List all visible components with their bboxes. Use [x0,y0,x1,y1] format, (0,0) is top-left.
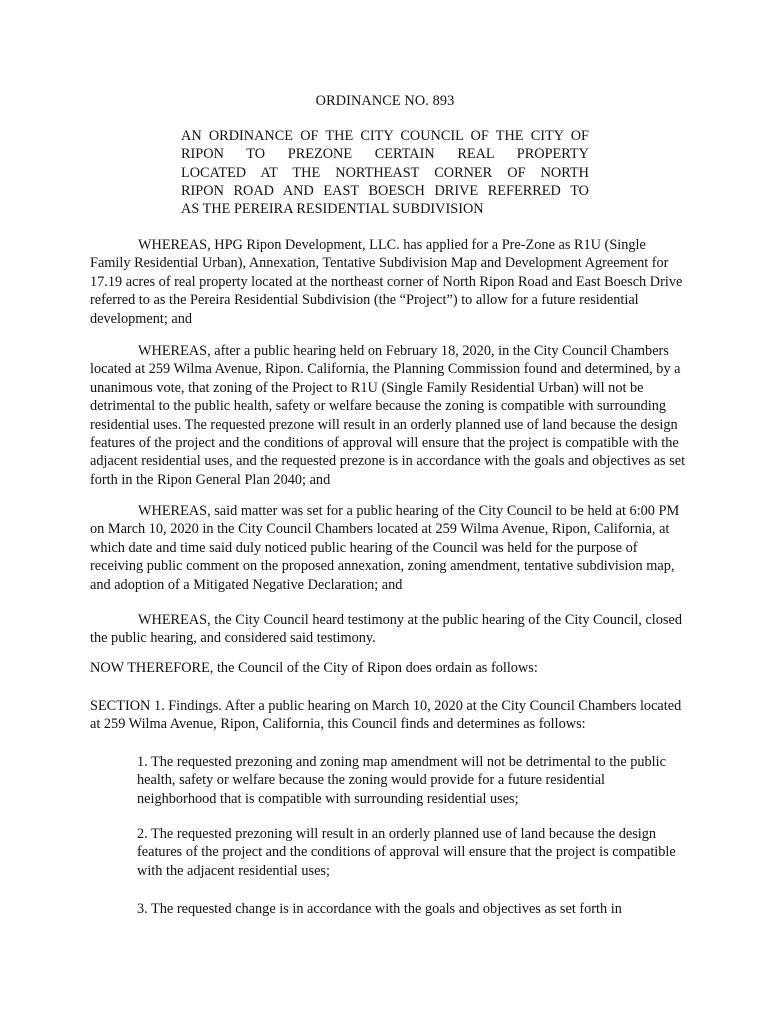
now-therefore-paragraph: NOW THEREFORE, the Council of the City of Ripon does ordain as follows: [90,660,538,676]
heading-line: RIPON ROAD AND EAST BOESCH DRIVE REFERRED TO [181,182,589,199]
ordinance-heading [181,127,589,218]
whereas-paragraph-2: WHEREAS, after a public hearing held on February 18, 2020, in the City Council Chambers located at 259 Wilma Avenue, Ripon. California, the Planning Commission found and determined, by a unanimous vote, that zoning of the Project to R1U (Single Family Residential Urban) will not be detrimental to the public health, safety or welfare because the zoning is compatible with surrounding residential uses. The requested prezone will result in an orderly planned use of land because the design features of the project and the conditions of approval will ensure that the project is compatible with the adjacent residential uses, and the requested prezone is in accordance with the goals and objectives as set forth in the Ripon General Plan 2040; and [90,343,686,488]
heading-line: RIPON TO PREZONE CERTAIN REAL PROPERTY [181,146,589,163]
section-1-paragraph: SECTION 1. Findings. After a public hearing on March 10, 2020 at the City Council Chambers located at 259 Wilma Avenue, Ripon, California, this Council finds and determines as follows: [90,698,682,733]
finding-item-1: 1. The requested prezoning and zoning map amendment will not be detrimental to the public health, safety or welfare because the zoning would provide for a future residential neighborhood that is compatible with surrounding residential uses; [137,754,666,807]
whereas-paragraph-3: WHEREAS, said matter was set for a public hearing of the City Council to be held at 6:00 PM on March 10, 2020 in the City Council Chambers located at 259 Wilma Avenue, Ripon, California, at which date and time said duly noticed public hearing of the Council was held for the purpose of receiving public comment on the proposed annexation, zoning amendment, tentative subdivision map, and adoption of a Mitigated Negative Declaration; and [90,503,680,593]
whereas-paragraph-4: WHEREAS, the City Council heard testimony at the public hearing of the City Council, closed the public hearing, and considered said testimony. [90,612,682,647]
ordinance-title: ORDINANCE NO. 893 [315,93,455,109]
heading-line: LOCATED AT THE NORTHEAST CORNER OF NORTH [181,164,589,181]
heading-line: AS THE PEREIRA RESIDENTIAL SUBDIVISION [181,201,484,218]
whereas-paragraph-1: WHEREAS, HPG Ripon Development, LLC. has applied for a Pre-Zone as R1U (Single Family Residential Urban), Annexation, Tentative Subdivision Map and Development Agreement for 17.19 acres of real property located at the northeast corner of North Ripon Road and East Boesch Drive referred to as the Pereira Residential Subdivision (the “Project”) to allow for a future residential development; and [90,237,683,327]
finding-item-3: 3. The requested change is in accordance with the goals and objectives as set forth in [137,901,622,917]
heading-line: AN ORDINANCE OF THE CITY COUNCIL OF THE CITY OF [181,128,589,144]
finding-item-2: 2. The requested prezoning will result in an orderly planned use of land because the design features of the project and the conditions of approval will ensure that the project is compatible with the adjacent residential uses; [137,826,676,879]
